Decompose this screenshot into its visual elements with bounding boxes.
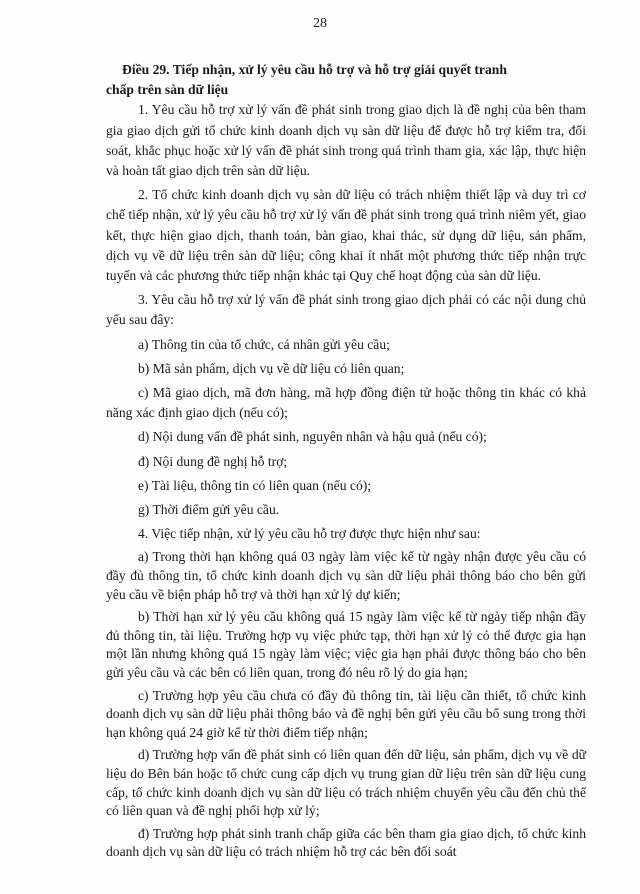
clause-3-item-c: c) Mã giao dịch, mã đơn hàng, mã hợp đồng điện tử hoặc thông tin khác có khả năng xác định giao dịch (nếu có);: [106, 385, 586, 421]
page-number: 28: [313, 16, 327, 31]
article-body: [106, 60, 586, 866]
clause-4-intro: 4. Việc tiếp nhận, xử lý yêu cầu hỗ trợ được thực hiện như sau:: [138, 526, 481, 542]
clause-4-item-a: a) Trong thời hạn không quá 03 ngày làm việc kể từ ngày nhận được yêu cầu có đầy đủ thông tin, tổ chức kinh doanh dịch vụ sàn dữ liệu phải thông báo cho bên gửi yêu cầu về biện pháp hỗ trợ và thời hạn xử lý dự kiến;: [106, 549, 586, 602]
clause-1: 1. Yêu cầu hỗ trợ xử lý vấn đề phát sinh trong giao dịch là đề nghị của bên tham gia giao dịch gửi tổ chức kinh doanh dịch vụ sàn dữ liệu để được hỗ trợ kiểm tra, đối soát, khắc phục hoặc xử lý vấn đề phát sinh trong quá trình tham gia, xác lập, thực hiện và hoàn tất giao dịch trên sàn dữ liệu.: [106, 102, 586, 179]
clause-3-item-a: a) Thông tin của tổ chức, cá nhân gửi yêu cầu;: [138, 336, 390, 352]
clause-3-item-dd: đ) Nội dung đề nghị hỗ trợ;: [138, 453, 288, 469]
article-heading: [106, 60, 586, 100]
clause-4-item-d: d) Trường hợp vấn đề phát sinh có liên quan đến dữ liệu, sản phẩm, dịch vụ về dữ liệu do Bên bán hoặc tổ chức cung cấp dịch vụ trung gian dữ liệu trên sàn dữ liệu cung cấp, tổ chức kinh doanh dịch vụ sàn dữ liệu có trách nhiệm chuyển yêu cầu đến chủ thể có liên quan và đề nghị phối hợp xử lý;: [106, 747, 586, 819]
article-heading-line-1: Điều 29. Tiếp nhận, xử lý yêu cầu hỗ trợ và hỗ trợ giải quyết tranh: [122, 62, 507, 77]
article-heading-line-2: chấp trên sàn dữ liệu: [106, 82, 229, 98]
clause-2: 2. Tổ chức kinh doanh dịch vụ sàn dữ liệu có trách nhiệm thiết lập và duy trì cơ chế tiếp nhận, xử lý yêu cầu hỗ trợ xử lý vấn đề phát sinh trong quá trình niêm yết, giao kết, thực hiện giao dịch, thanh toán, bàn giao, khai thác, sử dụng dữ liệu, sản phẩm, dịch vụ về dữ liệu trên sàn dữ liệu; công khai ít nhất một phương thức tiếp nhận trực tuyến và các phương thức tiếp nhận khác tại Quy chế hoạt động của sàn dữ liệu.: [106, 187, 586, 284]
clause-3-item-g: g) Thời điểm gửi yêu cầu.: [138, 502, 280, 518]
clause-3-item-b: b) Mã sản phẩm, dịch vụ về dữ liệu có liên quan;: [138, 360, 405, 376]
clause-3-intro: 3. Yêu cầu hỗ trợ xử lý vấn đề phát sinh trong giao dịch phải có các nội dung chủ yếu sau đây:: [106, 292, 586, 328]
clause-4-item-c: c) Trường hợp yêu cầu chưa có đầy đủ thông tin, tài liệu cần thiết, tổ chức kinh doanh dịch vụ sàn dữ liệu phải thông báo và đề nghị bên gửi yêu cầu bổ sung trong thời hạn không quá 24 giờ kể từ thời điểm tiếp nhận;: [106, 687, 586, 740]
clause-4-item-dd: đ) Trường hợp phát sinh tranh chấp giữa các bên tham gia giao dịch, tổ chức kinh doanh dịch vụ sàn dữ liệu có trách nhiệm hỗ trợ các bên đối soát: [106, 825, 586, 860]
clause-3-item-e: e) Tài liệu, thông tin có liên quan (nếu có);: [138, 477, 372, 493]
clause-4-item-b: b) Thời hạn xử lý yêu cầu không quá 15 ngày làm việc kể từ ngày tiếp nhận đầy đủ thông tin, tài liệu. Trường hợp vụ việc phức tạp, thời hạn xử lý có thể được gia hạn một lần nhưng không quá 15 ngày làm việc; việc gia hạn phải được thông báo cho bên gửi yêu cầu và các bên có liên quan, trong đó nêu rõ lý do gia hạn;: [106, 609, 586, 681]
clause-3-item-d: d) Nội dung vấn đề phát sinh, nguyên nhân và hậu quả (nếu có);: [138, 429, 487, 445]
